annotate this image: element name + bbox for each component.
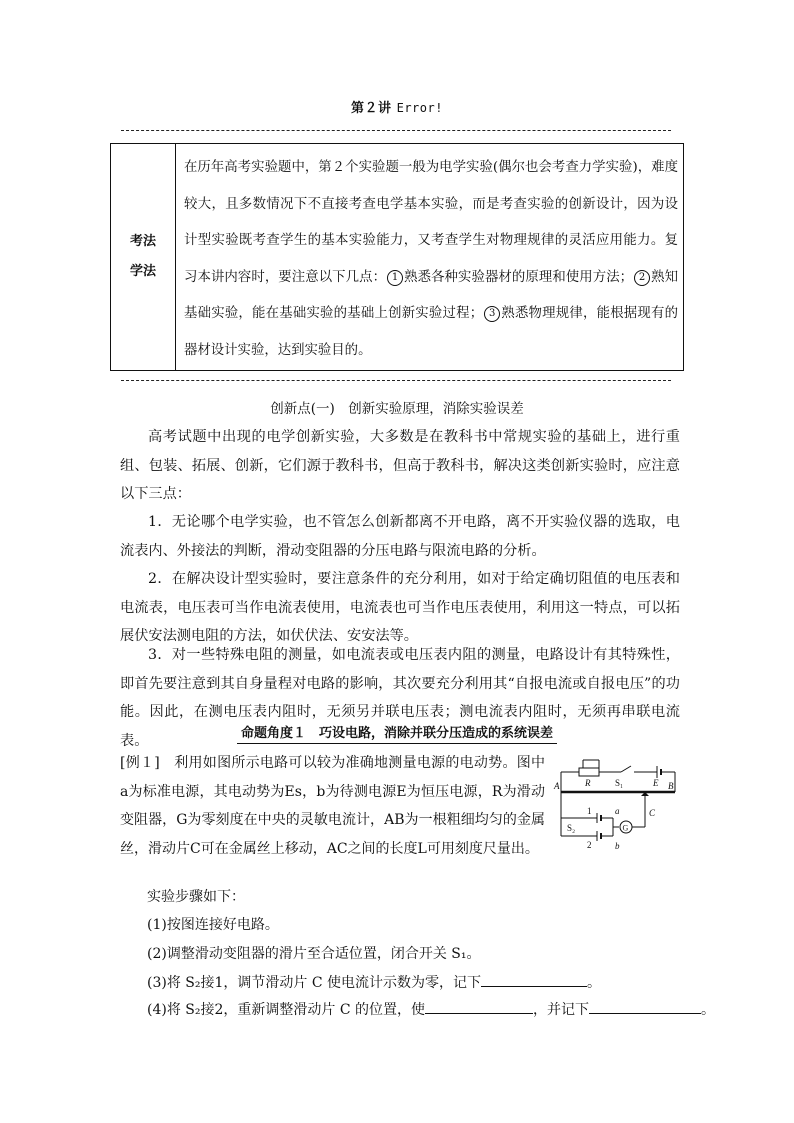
label-S1: S₁ <box>615 778 624 788</box>
example-text: 利用如图所示电路可以较为准确地测量电源的电动势。图中a为标准电源，其电动势为Es，b为待测电源E为恒压电源，R为滑动变阻器，G为零刻度在中央的灵敏电流计，AB为一根粗细均匀的金属丝，滑动片C可在金属丝上移动，AC之间的长度L可用刻度尺量出。 <box>120 755 545 857</box>
example-1 <box>120 749 545 863</box>
label-R: R <box>585 778 591 788</box>
method-text: 在历年高考实验题中，第２个实验题一般为电学实验(偶尔也会考查力学实验)，难度较大，且多数情况下不直接考查电学基本实验，而是考查实验的创新设计，因为设计型实验既考查学生的基本实验能力，又考查学生对物理规律的灵活应用能力。复习本讲内容时，要注意以下几点： 1 熟悉各种实验器材的原理和使用方法； 2 熟知基础实验，能在基础实验的基础上创新实验过程； 3 熟悉物理规律，能根据现有的器材设计实验，达到实验目的。 <box>184 160 679 358</box>
point-1: 1．无论哪个电学实验，也不管怎么创新都离不开电路，离不开实验仪器的选取，电流表内、外接法的判断，滑动变阻器的分压电路与限流电路的分析。 <box>120 514 680 559</box>
circled-number-3: 3 <box>484 306 500 322</box>
label-E: E <box>653 778 659 788</box>
intro-paragraph: 高考试题中出现的电学创新实验，大多数是在教科书中常规实验的基础上，进行重组、包装、拓展、创新，它们源于教科书，但高于教科书，解决这类创新实验时，应注意以下三点： <box>120 429 680 502</box>
method-label <box>111 144 176 370</box>
dashed-divider-bottom <box>121 380 671 381</box>
label-b: b <box>615 841 620 851</box>
step-2: (2)调整滑动变阻器的滑片至合适位置，闭合开关 S₁。 <box>147 946 481 962</box>
circled-number-2: 2 <box>634 270 650 286</box>
step-4: (4)将 S₂接2，重新调整滑动片 C 的位置，使 ，并记下 。 <box>147 999 715 1020</box>
step-3: (3)将 S₂接1，调节滑动片 C 使电流计示数为零，记下 。 <box>147 972 601 993</box>
circled-number-1: 1 <box>387 270 403 286</box>
point-3: 3．对一些特殊电阻的测量，如电流表或电压表内阻的测量，电路设计有其特殊性，即首先要注意到其自身量程对电路的影响，其次要充分利用其“自报电流或自报电压”的功能。因此，在测电压表内阻时，无须另并联电压表；测电流表内阻时，无须再串联电流表。 <box>120 647 680 749</box>
label-A: A <box>554 781 560 791</box>
label-a: a <box>615 806 620 816</box>
circuit-diagram <box>553 756 683 852</box>
label-B: B <box>668 781 674 791</box>
page-title <box>0 97 794 116</box>
label-G: G <box>622 823 629 833</box>
method-label-line1: 考法 <box>129 234 156 249</box>
section-heading: 创新点(一) 创新实验原理，消除实验误差 <box>270 401 524 417</box>
step-1: (1)按图连接好电路。 <box>147 917 279 933</box>
point-2: 2．在解决设计型实验时，要注意条件的充分利用，如对于给定确切阻值的电压表和电流表，电压表可当作电流表使用，电流表也可当作电压表使用，利用这一特点，可以拓展伏安法测电阻的方法，如伏伏法、安安法等。 <box>120 571 680 644</box>
answer-blank-4a[interactable] <box>425 999 533 1014</box>
title-prefix: 第２讲 <box>351 101 392 116</box>
title-error-text: Error! <box>396 101 443 115</box>
steps-intro: 实验步骤如下： <box>147 889 245 905</box>
example-tag: [例１] <box>120 755 160 771</box>
answer-blank-3[interactable] <box>481 972 587 987</box>
dashed-divider-top <box>121 130 671 131</box>
label-1: 1 <box>587 806 592 816</box>
label-2: 2 <box>587 840 592 850</box>
label-S2: S₂ <box>567 823 576 833</box>
answer-blank-4b[interactable] <box>589 999 701 1014</box>
label-C: C <box>649 808 656 818</box>
method-box <box>110 143 684 371</box>
method-label-line2: 学法 <box>129 264 156 279</box>
subheading: 命题角度１ 巧设电路，消除并联分压造成的系统误差 <box>0 722 794 741</box>
